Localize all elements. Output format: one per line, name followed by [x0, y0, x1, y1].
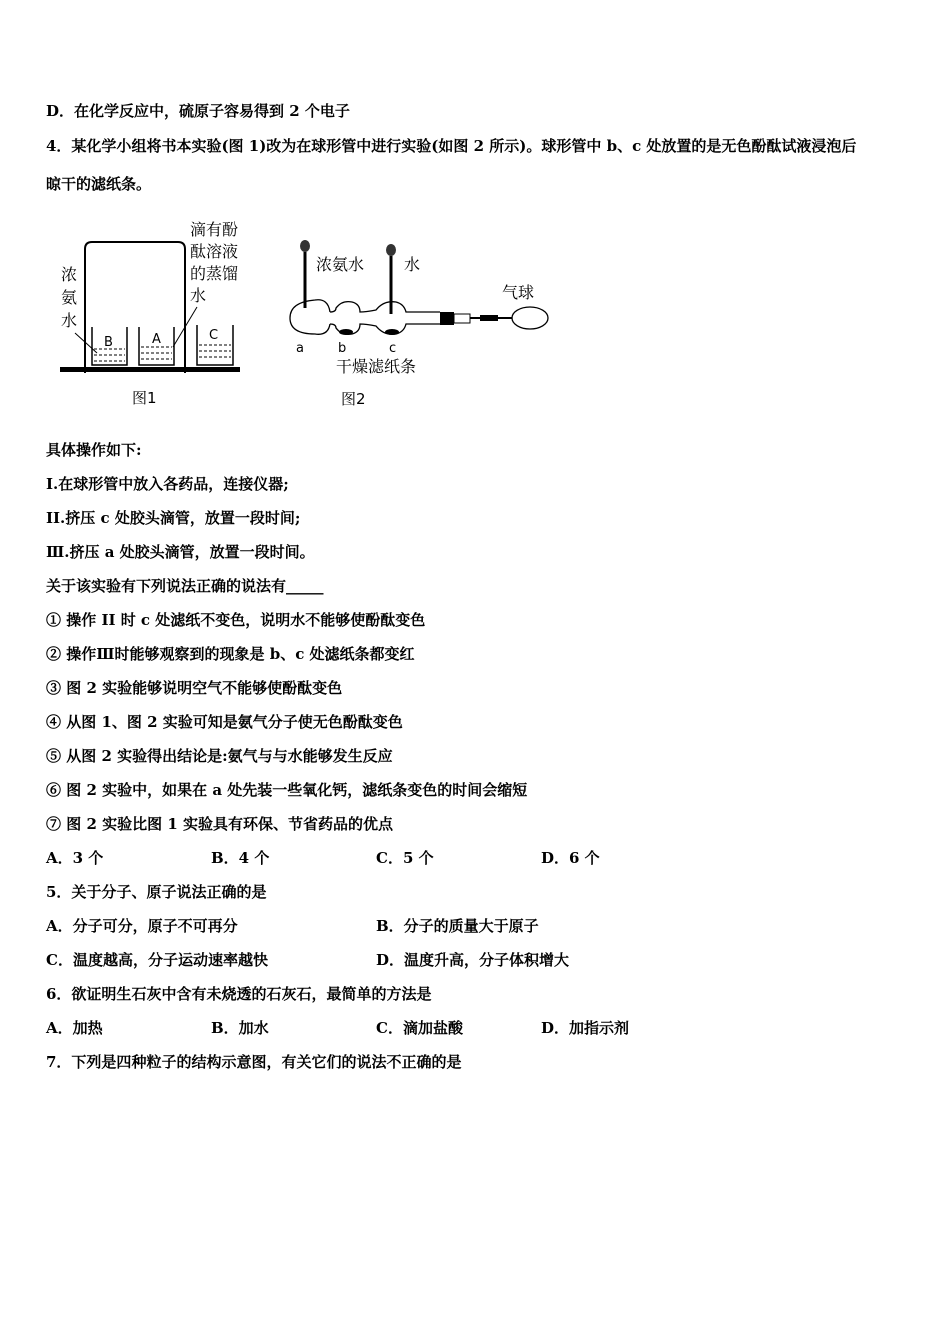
q6-stem: 6．欲证明生石灰中含有未烧透的石灰石，最简单的方法是	[46, 985, 432, 1003]
fig2-label-ammonia: 浓氨水	[316, 255, 365, 274]
figure-2	[280, 228, 560, 413]
step-3: Ⅲ.挤压 a 处胶头滴管，放置一段时间。	[46, 543, 315, 561]
q5-stem: 5．关于分子、原子说法正确的是	[46, 883, 267, 901]
fig1-left-1: 浓	[61, 265, 78, 284]
q6-option-d: D．加指示剂	[541, 1019, 630, 1037]
q4-option-d: D．6 个	[541, 849, 600, 867]
fig2-label-a: a	[296, 341, 304, 356]
fig1-beaker-c: C	[209, 328, 219, 343]
statement-2: ② 操作Ⅲ时能够观察到的现象是 b、c 处滤纸条都变红	[46, 645, 415, 663]
q6-option-a: A．加热	[46, 1019, 103, 1037]
q7-stem: 7．下列是四种粒子的结构示意图，有关它们的说法不正确的是	[46, 1053, 462, 1071]
q5-option-b: B．分子的质量大于原子	[376, 917, 539, 935]
fig1-beaker-b: B	[104, 335, 113, 350]
fig2-label-water: 水	[404, 255, 421, 274]
fig2-caption: 图2	[341, 390, 366, 408]
fig1-right-2: 酞溶液	[190, 242, 239, 261]
fig2-label-c: c	[389, 341, 397, 356]
q4-stem-line2: 晾干的滤纸条。	[46, 175, 152, 193]
q5-option-c: C．温度越高，分子运动速率越快	[46, 951, 268, 969]
fig1-left-3: 水	[61, 311, 78, 330]
fig1-right-3: 的蒸馏	[190, 264, 239, 283]
fig1-left-2: 氨	[61, 288, 78, 307]
q4-prompt: 关于该实验有下列说法正确的说法有_____	[46, 577, 324, 595]
statement-3: ③ 图 2 实验能够说明空气不能够使酚酞变色	[46, 679, 343, 697]
q5-option-d: D．温度升高，分子体积增大	[376, 951, 570, 969]
statement-1: ① 操作 II 时 c 处滤纸不变色，说明水不能够使酚酞变色	[46, 611, 426, 629]
fig1-beaker-a: A	[152, 332, 161, 347]
q4-option-b: B．4 个	[211, 849, 270, 867]
statement-6: ⑥ 图 2 实验中，如果在 a 处先装一些氧化钙，滤纸条变色的时间会缩短	[46, 781, 528, 799]
q6-option-c: C．滴加盐酸	[376, 1019, 463, 1037]
q4-option-a: A．3 个	[46, 849, 104, 867]
step-2: II.挤压 c 处胶头滴管，放置一段时间;	[46, 509, 301, 527]
statement-5: ⑤ 从图 2 实验得出结论是:氨气与与水能够发生反应	[46, 747, 393, 765]
statement-4: ④ 从图 1、图 2 实验可知是氨气分子使无色酚酞变色	[46, 713, 403, 731]
fig1-label-right	[190, 220, 243, 305]
q5-option-a: A．分子可分，原子不可再分	[46, 917, 238, 935]
fig2-label-b: b	[338, 341, 347, 356]
fig2-label-paper: 干燥滤纸条	[336, 357, 417, 376]
q4-option-c: C．5 个	[376, 849, 434, 867]
fig1-right-4: 水	[190, 286, 207, 305]
q6-option-b: B．加水	[211, 1019, 269, 1037]
fig1-caption: 图1	[132, 389, 157, 407]
q4-stem-line1: 4．某化学小组将书本实验(图 1)改为在球形管中进行实验(如图 2 所示)。球形管中 b、c 处放置的是无色酚酞试液浸泡后	[46, 137, 857, 155]
figure-1	[55, 215, 250, 410]
steps-title: 具体操作如下:	[46, 441, 142, 459]
fig1-label-left	[61, 265, 82, 330]
fig2-label-balloon: 气球	[502, 283, 535, 302]
statement-7: ⑦ 图 2 实验比图 1 实验具有环保、节省药品的优点	[46, 815, 393, 833]
q3-option-d: D．在化学反应中，硫原子容易得到 2 个电子	[46, 102, 350, 120]
fig1-right-1: 滴有酚	[190, 220, 239, 239]
step-1: I.在球形管中放入各药品，连接仪器;	[46, 475, 289, 493]
